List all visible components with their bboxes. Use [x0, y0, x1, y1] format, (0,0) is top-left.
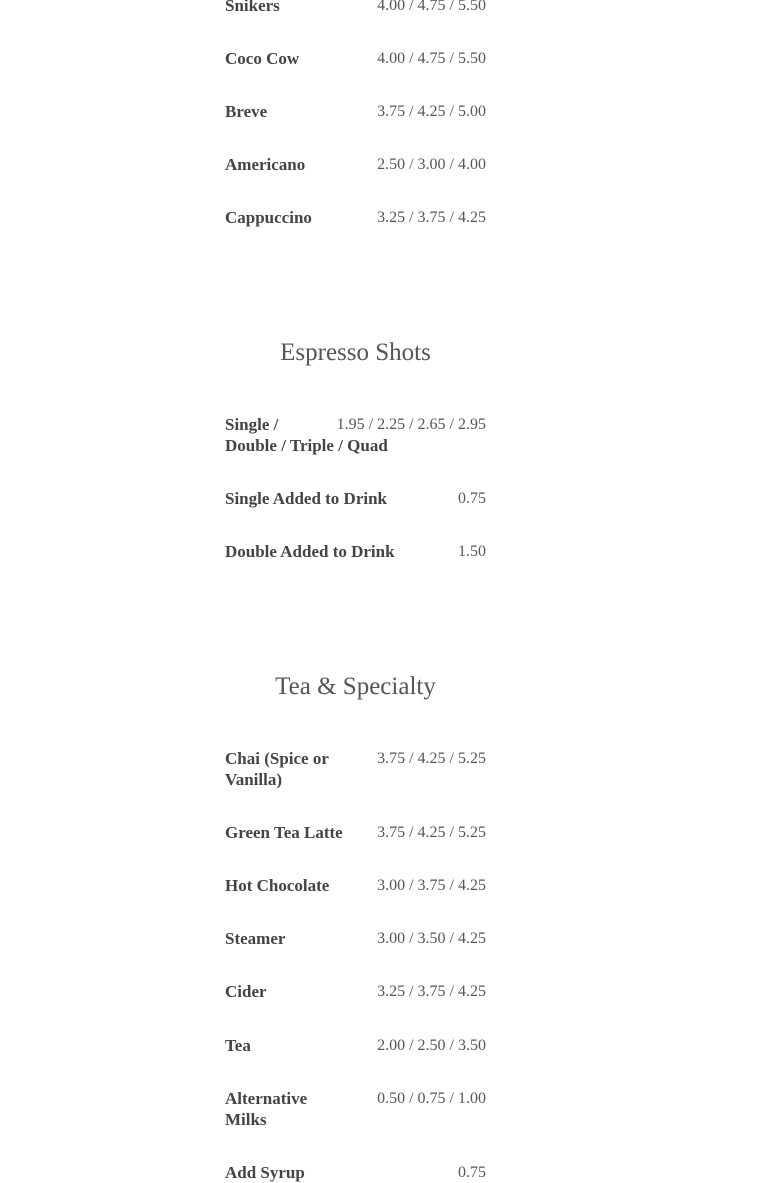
item-name [225, 748, 329, 790]
item-name-line1: Chai (Spice or [225, 749, 329, 768]
item-price: 0.50 / 0.75 / 1.00 [377, 1090, 486, 1107]
item-price: 2.00 / 2.50 / 3.50 [377, 1037, 486, 1054]
item-name-line2: Double / Triple / Quad [225, 436, 388, 455]
item-name: Add Syrup [225, 1163, 305, 1182]
item-price: 4.00 / 4.75 / 5.50 [377, 0, 486, 14]
item-name: Americano [225, 155, 306, 174]
item-name: Cider [225, 982, 267, 1001]
item-price: 2.50 / 3.00 / 4.00 [377, 156, 486, 173]
item-name: Hot Chocolate [225, 876, 330, 895]
item-name: Breve [225, 102, 268, 121]
item-name: Coco Cow [225, 49, 300, 68]
item-price: 1.50 [458, 543, 486, 560]
item-name-line2: Milks [225, 1110, 267, 1129]
item-price: 3.75 / 4.25 / 5.25 [377, 824, 486, 841]
item-price: 0.75 [458, 1164, 486, 1181]
item-price: 3.25 / 3.75 / 4.25 [377, 983, 486, 1000]
item-price: 3.75 / 4.25 / 5.25 [377, 750, 486, 767]
item-price: 3.25 / 3.75 / 4.25 [377, 209, 486, 226]
item-price: 4.00 / 4.75 / 5.50 [377, 50, 486, 67]
section-heading-tea: Tea & Specialty [275, 673, 436, 700]
item-price: 0.75 [458, 490, 486, 507]
item-name-line2: Vanilla) [225, 770, 283, 789]
item-name-line1: Single / [225, 415, 279, 434]
section-heading-espresso: Espresso Shots [280, 339, 431, 366]
item-price: 3.75 / 4.25 / 5.00 [377, 103, 486, 120]
item-name: Single Added to Drink [225, 489, 388, 508]
item-price: 3.00 / 3.50 / 4.25 [377, 930, 486, 947]
item-price: 1.95 / 2.25 / 2.65 / 2.95 [336, 416, 486, 433]
item-name: Steamer [225, 929, 286, 948]
item-name: Cappuccino [225, 208, 312, 227]
item-name-line1: Alternative [225, 1089, 308, 1108]
item-name: Green Tea Latte [225, 823, 343, 842]
item-name: Snikers [225, 0, 280, 15]
item-name [225, 1088, 307, 1130]
item-price: 3.00 / 3.75 / 4.25 [377, 877, 486, 894]
item-name: Double Added to Drink [225, 542, 395, 561]
item-name: Tea [225, 1036, 251, 1055]
